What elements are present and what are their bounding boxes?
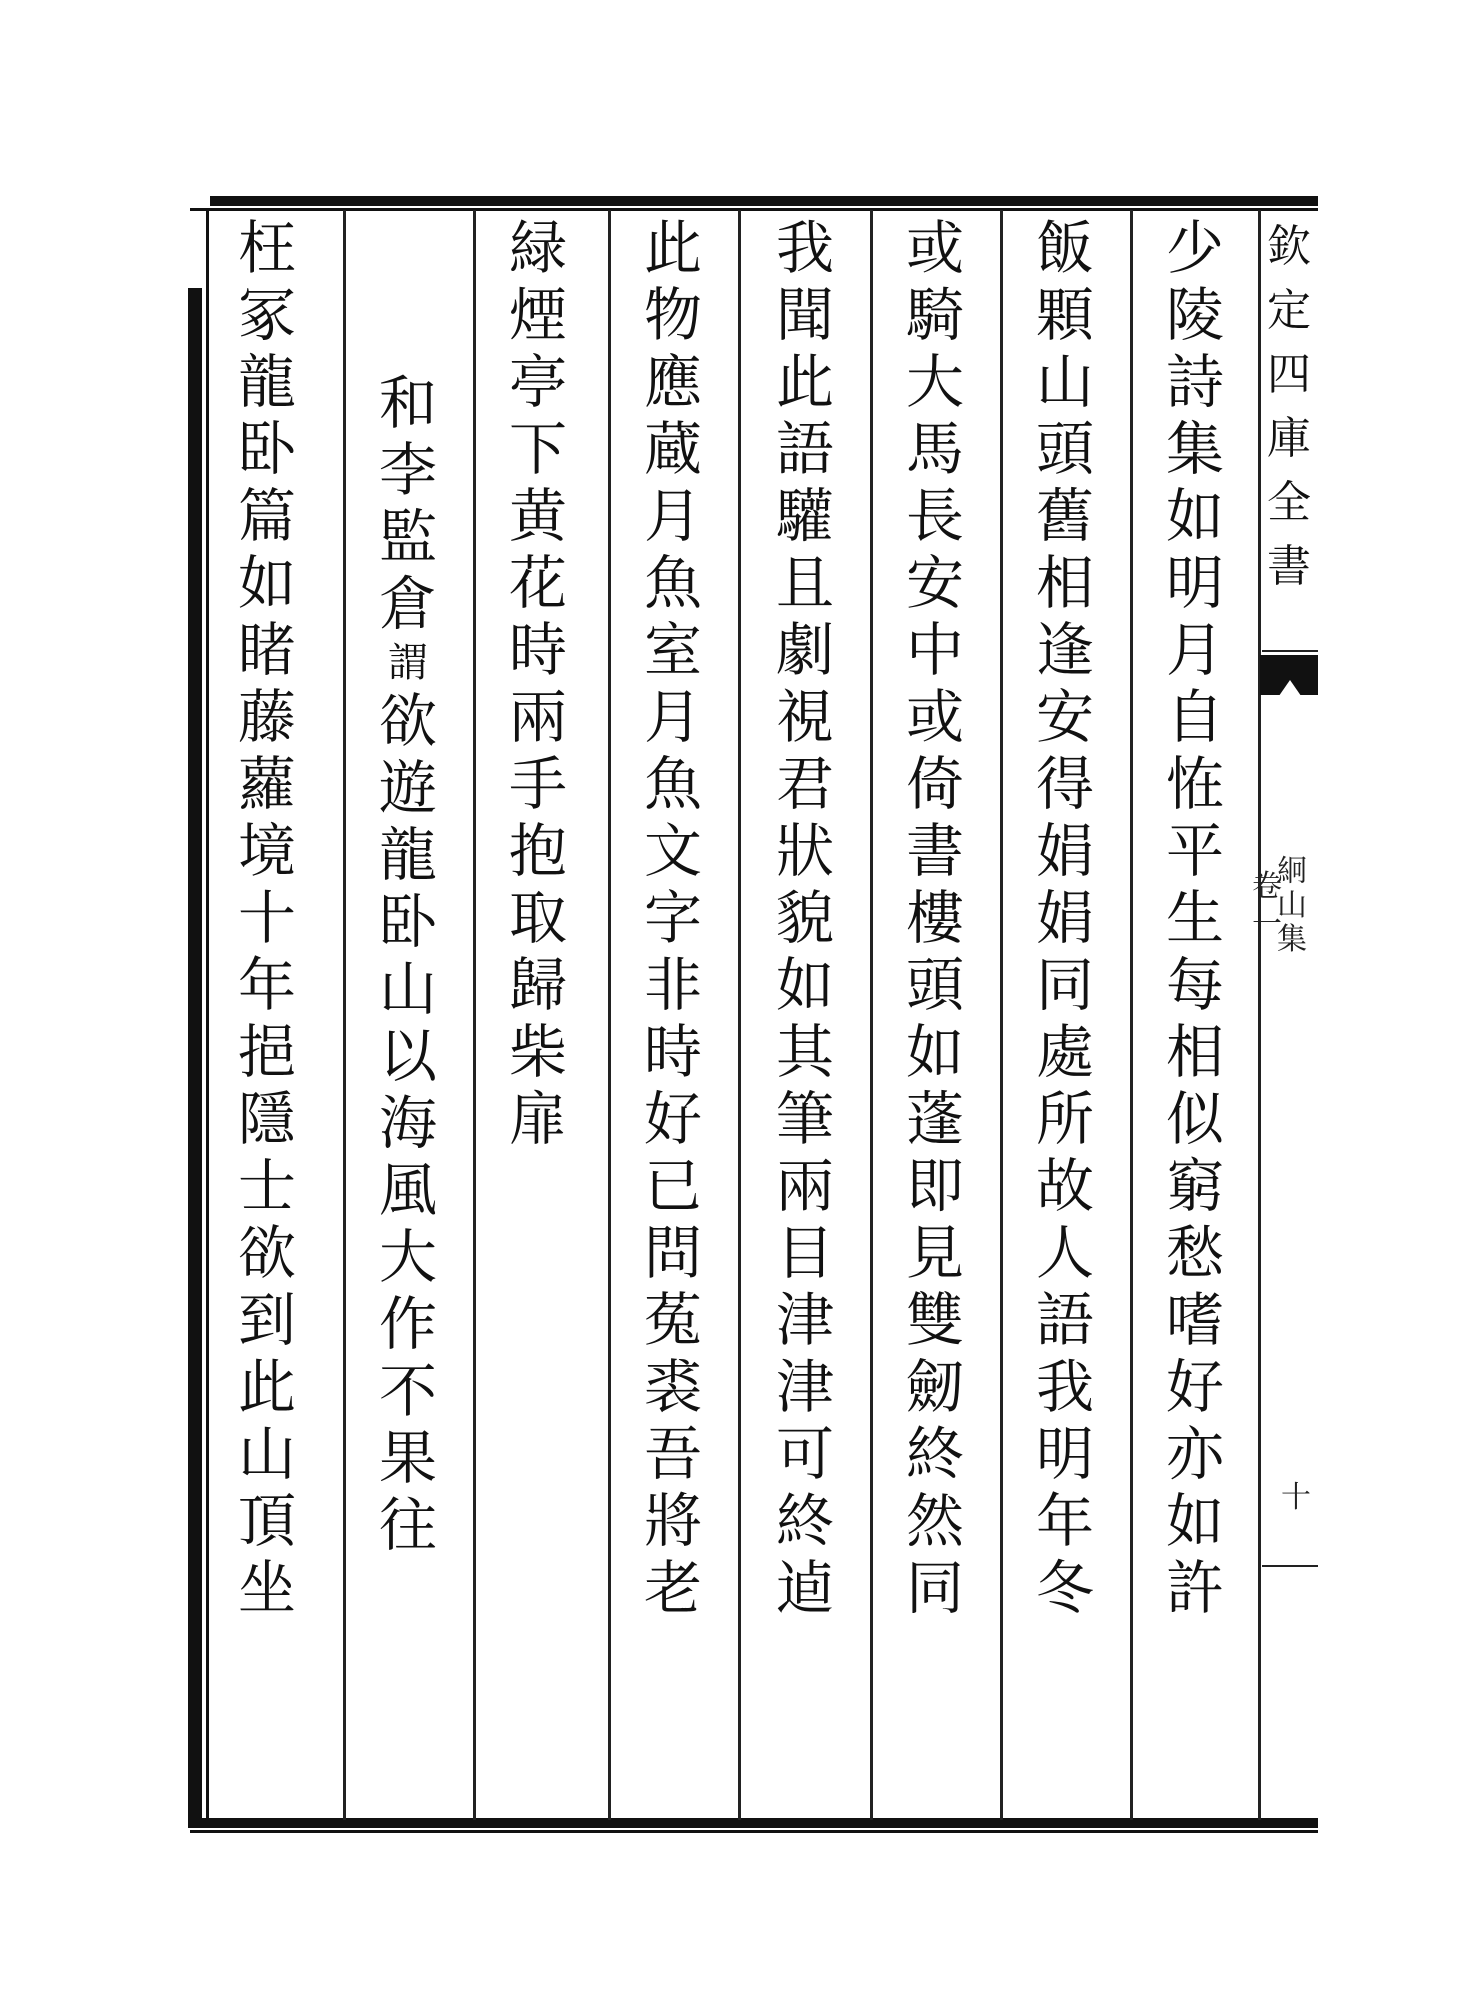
top-border-thick <box>210 196 1318 206</box>
text-char: 舊 <box>1035 482 1094 550</box>
text-char: 集 <box>1165 415 1224 483</box>
text-char: 作 <box>378 1290 437 1358</box>
text-char: 陵 <box>1165 281 1224 349</box>
text-char: 津 <box>775 1286 834 1354</box>
text-char: 魚 <box>643 750 702 818</box>
text-column <box>628 215 718 1622</box>
text-char: 長 <box>905 482 964 550</box>
text-char: 顆 <box>1035 281 1094 349</box>
text-char: 其 <box>775 1018 834 1086</box>
text-char: 語 <box>1035 1286 1094 1354</box>
text-char: 目 <box>775 1219 834 1287</box>
text-char: 抱 <box>508 817 567 885</box>
text-char: 隱 <box>237 1085 296 1153</box>
text-char: 見 <box>905 1219 964 1287</box>
text-char: 雙 <box>905 1286 964 1354</box>
text-char: 山 <box>378 955 437 1023</box>
text-char: 如 <box>905 1018 964 1086</box>
series-title-char: 書 <box>1267 541 1311 592</box>
text-char: 頭 <box>1035 415 1094 483</box>
text-char: 狀 <box>775 817 834 885</box>
text-char: 劇 <box>775 616 834 684</box>
poem-title-char: 和 <box>378 369 437 437</box>
text-char: 老 <box>643 1554 702 1622</box>
text-char: 以 <box>378 1022 437 1090</box>
text-char: 煙 <box>508 281 567 349</box>
text-char: 魚 <box>643 549 702 617</box>
text-char: 往 <box>378 1491 437 1559</box>
text-char: 娟 <box>1035 884 1094 952</box>
text-char: 兩 <box>508 683 567 751</box>
text-char: 柴 <box>508 1018 567 1086</box>
text-char: 馬 <box>905 415 964 483</box>
column-rule <box>608 210 611 1820</box>
text-char: 冬 <box>1035 1554 1094 1622</box>
column-rule <box>343 210 346 1820</box>
text-char: 吾 <box>643 1420 702 1488</box>
text-char: 龍 <box>237 348 296 416</box>
text-char: 十 <box>237 884 296 952</box>
text-char: 問 <box>643 1219 702 1287</box>
text-char: 愁 <box>1165 1219 1224 1287</box>
text-char: 安 <box>1035 683 1094 751</box>
volume-char: 卷 <box>1252 869 1282 904</box>
text-char: 文 <box>643 817 702 885</box>
text-char: 年 <box>237 951 296 1019</box>
text-char: 物 <box>643 281 702 349</box>
bottom-border-thick <box>195 1818 1318 1828</box>
text-char: 此 <box>643 214 702 282</box>
volume-char: 一 <box>1252 907 1282 942</box>
series-title-char: 四 <box>1267 349 1311 400</box>
poem-title-char: 李 <box>378 436 437 504</box>
text-char: 海 <box>378 1089 437 1157</box>
text-char: 嗜 <box>1165 1286 1224 1354</box>
text-char: 逢 <box>1035 616 1094 684</box>
text-char: 騎 <box>905 281 964 349</box>
text-char: 已 <box>643 1152 702 1220</box>
text-char: 相 <box>1035 549 1094 617</box>
text-column <box>222 215 312 1622</box>
text-char: 時 <box>643 1018 702 1086</box>
poem-title-char: 倉 <box>378 570 437 638</box>
text-char: 裘 <box>643 1353 702 1421</box>
text-char: 且 <box>775 549 834 617</box>
text-char: 如 <box>1165 1487 1224 1555</box>
text-char: 娟 <box>1035 817 1094 885</box>
text-char: 境 <box>237 817 296 885</box>
text-char: 應 <box>643 348 702 416</box>
text-char: 聞 <box>775 281 834 349</box>
text-char: 月 <box>643 683 702 751</box>
text-column <box>1020 215 1110 1622</box>
text-char: 到 <box>237 1286 296 1354</box>
text-char: 同 <box>905 1554 964 1622</box>
text-char: 同 <box>1035 951 1094 1019</box>
text-char: 視 <box>775 683 834 751</box>
text-char: 室 <box>643 616 702 684</box>
text-column <box>760 215 850 1622</box>
text-char: 歸 <box>508 951 567 1019</box>
text-char: 故 <box>1035 1152 1094 1220</box>
book-title-char: 山 <box>1277 888 1307 923</box>
text-char: 如 <box>775 951 834 1019</box>
text-char: 緑 <box>508 214 567 282</box>
book-title-char: 集 <box>1277 922 1307 957</box>
text-char: 然 <box>905 1487 964 1555</box>
column-rule <box>473 210 476 1820</box>
top-border-thin <box>190 208 1318 211</box>
text-char: 好 <box>1165 1353 1224 1421</box>
text-char: 可 <box>775 1420 834 1488</box>
text-char: 終 <box>905 1420 964 1488</box>
text-char: 扉 <box>508 1085 567 1153</box>
text-char: 取 <box>508 884 567 952</box>
text-char: 如 <box>1165 482 1224 550</box>
text-char: 此 <box>775 348 834 416</box>
text-char: 安 <box>905 549 964 617</box>
column-rule <box>1000 210 1003 1820</box>
text-char: 兩 <box>775 1152 834 1220</box>
text-char: 字 <box>643 884 702 952</box>
text-char: 明 <box>1165 549 1224 617</box>
text-char: 處 <box>1035 1018 1094 1086</box>
text-char: 菟 <box>643 1286 702 1354</box>
text-char: 劒 <box>905 1353 964 1421</box>
text-char: 明 <box>1035 1420 1094 1488</box>
text-char: 欲 <box>237 1219 296 1287</box>
text-char: 此 <box>237 1353 296 1421</box>
volume-label <box>1250 868 1284 944</box>
text-char: 生 <box>1165 884 1224 952</box>
text-char: 亭 <box>508 348 567 416</box>
page-number: 十 <box>1281 1480 1311 1515</box>
text-char: 我 <box>775 214 834 282</box>
text-char: 亦 <box>1165 1420 1224 1488</box>
text-char: 花 <box>508 549 567 617</box>
text-char: 逌 <box>775 1554 834 1622</box>
text-char: 許 <box>1165 1554 1224 1622</box>
column-rule <box>1130 210 1133 1820</box>
margin-divider <box>1262 1565 1318 1567</box>
text-char: 年 <box>1035 1487 1094 1555</box>
text-column <box>1150 215 1240 1622</box>
text-char: 頭 <box>905 951 964 1019</box>
text-char: 山 <box>237 1420 296 1488</box>
bottom-border-thin <box>190 1830 1318 1833</box>
text-char: 即 <box>905 1152 964 1220</box>
poem-title-column <box>363 370 453 1559</box>
text-char: 似 <box>1165 1085 1224 1153</box>
text-char: 蘿 <box>237 750 296 818</box>
text-char: 冢 <box>237 281 296 349</box>
series-title <box>1262 215 1316 599</box>
text-char: 月 <box>1165 616 1224 684</box>
text-char: 書 <box>905 817 964 885</box>
text-column <box>890 215 980 1622</box>
text-char: 驩 <box>775 482 834 550</box>
text-char: 飯 <box>1035 214 1094 282</box>
text-char: 筆 <box>775 1085 834 1153</box>
interlinear-note: 謂 <box>388 640 428 686</box>
text-char: 果 <box>378 1424 437 1492</box>
text-char: 得 <box>1035 750 1094 818</box>
series-title-char: 定 <box>1267 285 1311 336</box>
text-char: 如 <box>237 549 296 617</box>
text-char: 津 <box>775 1353 834 1421</box>
text-char: 頂 <box>237 1487 296 1555</box>
text-char: 大 <box>378 1223 437 1291</box>
text-char: 蔵 <box>643 415 702 483</box>
text-char: 平 <box>1165 817 1224 885</box>
text-char: 卧 <box>237 415 296 483</box>
text-char: 手 <box>508 750 567 818</box>
poem-title-char: 監 <box>378 503 437 571</box>
text-char: 黄 <box>508 482 567 550</box>
text-char: 樓 <box>905 884 964 952</box>
left-border-thick <box>188 288 202 1828</box>
text-char: 詩 <box>1165 348 1224 416</box>
text-char: 非 <box>643 951 702 1019</box>
book-title-char: 絅 <box>1277 854 1307 889</box>
text-char: 枉 <box>237 214 296 282</box>
text-char: 或 <box>905 683 964 751</box>
text-char: 龍 <box>378 821 437 889</box>
text-char: 中 <box>905 616 964 684</box>
text-char: 終 <box>775 1487 834 1555</box>
text-char: 君 <box>775 750 834 818</box>
left-border-thin <box>206 210 209 1820</box>
series-title-char: 庫 <box>1267 413 1311 464</box>
text-char: 好 <box>643 1085 702 1153</box>
text-char: 窮 <box>1165 1152 1224 1220</box>
text-char: 卧 <box>378 888 437 956</box>
text-char: 恠 <box>1165 750 1224 818</box>
column-rule <box>738 210 741 1820</box>
series-title-char: 欽 <box>1267 221 1311 272</box>
text-char: 睹 <box>237 616 296 684</box>
text-char: 貌 <box>775 884 834 952</box>
text-char: 每 <box>1165 951 1224 1019</box>
text-char: 人 <box>1035 1219 1094 1287</box>
text-char: 風 <box>378 1156 437 1224</box>
text-char: 欲 <box>378 687 437 755</box>
text-char: 士 <box>237 1152 296 1220</box>
text-char: 自 <box>1165 683 1224 751</box>
text-char: 時 <box>508 616 567 684</box>
text-char: 遊 <box>378 754 437 822</box>
text-char: 篇 <box>237 482 296 550</box>
text-column <box>493 215 583 1153</box>
text-char: 倚 <box>905 750 964 818</box>
series-title-char: 全 <box>1267 477 1311 528</box>
text-char: 相 <box>1165 1018 1224 1086</box>
text-char: 所 <box>1035 1085 1094 1153</box>
margin-divider <box>1262 650 1318 652</box>
text-char: 語 <box>775 415 834 483</box>
column-rule <box>870 210 873 1820</box>
text-char: 下 <box>508 415 567 483</box>
text-char: 大 <box>905 348 964 416</box>
text-char: 不 <box>378 1357 437 1425</box>
text-char: 藤 <box>237 683 296 751</box>
text-char: 山 <box>1035 348 1094 416</box>
text-char: 月 <box>643 482 702 550</box>
text-char: 坐 <box>237 1554 296 1622</box>
text-char: 或 <box>905 214 964 282</box>
text-char: 將 <box>643 1487 702 1555</box>
text-char: 我 <box>1035 1353 1094 1421</box>
text-char: 蓬 <box>905 1085 964 1153</box>
fish-tail-notch <box>1272 680 1308 706</box>
text-char: 挹 <box>237 1018 296 1086</box>
text-char: 少 <box>1165 214 1224 282</box>
